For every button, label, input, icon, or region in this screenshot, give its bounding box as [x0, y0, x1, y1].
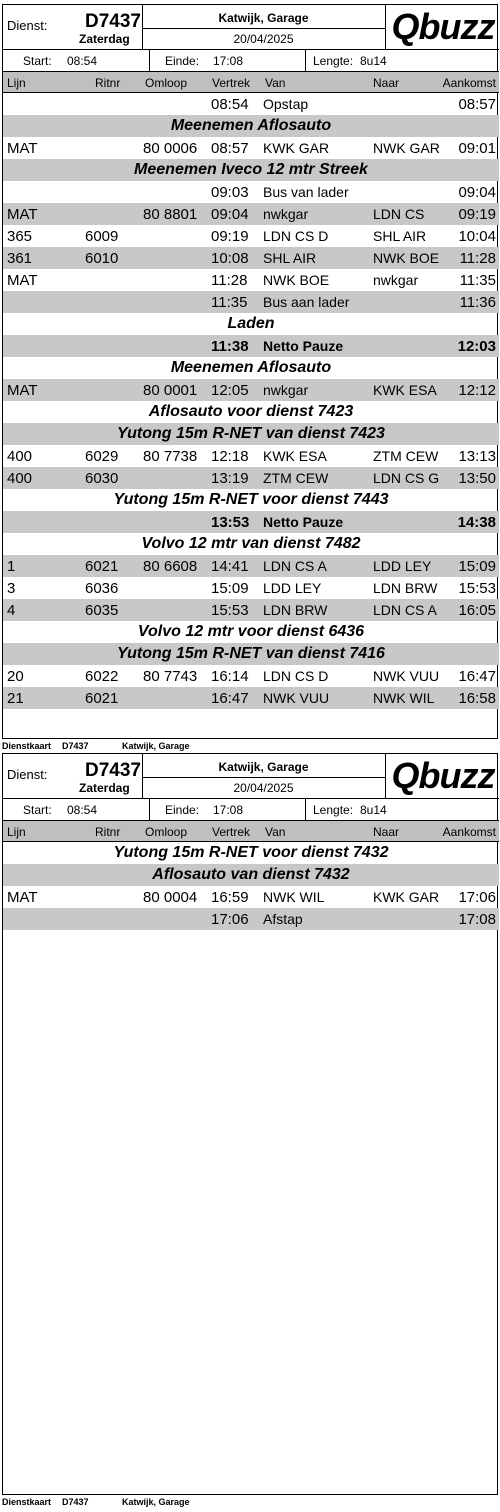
section-heading — [3, 842, 499, 864]
end-value: 17:08 — [213, 803, 244, 817]
section-heading-text: Volvo 12 mtr voor dienst 6436 — [137, 623, 365, 640]
divider — [305, 50, 306, 72]
cell-lijn: MAT — [7, 272, 38, 289]
cell-lijn: MAT — [7, 206, 38, 223]
cell-aankomst: 11:35 — [459, 272, 496, 289]
cell-ritnr: 6030 — [85, 470, 119, 487]
cell-van: LDN CS D — [263, 668, 329, 684]
section-heading-text: Yutong 15m R-NET van dienst 7416 — [117, 645, 385, 662]
cell-lijn: MAT — [7, 382, 38, 399]
cell-vertrek: 13:19 — [211, 470, 249, 487]
cell-lijn: 21 — [7, 690, 24, 707]
trip-row — [3, 467, 499, 489]
cell-vertrek: 15:09 — [211, 580, 249, 597]
footer-label: Dienstkaart — [2, 741, 52, 751]
cell-vertrek: 14:41 — [211, 558, 249, 575]
cell-ritnr: 6009 — [85, 228, 119, 245]
date: 20/04/2025 — [233, 32, 294, 46]
length-value: 8u14 — [360, 54, 387, 68]
cell-naar: LDD LEY — [373, 558, 432, 574]
trip-row — [3, 247, 499, 269]
cell-vertrek: 10:08 — [211, 250, 249, 267]
cell-vertrek: 08:57 — [211, 140, 249, 157]
cell-naar: NWK GAR — [373, 140, 440, 156]
footer-location: Katwijk, Garage — [122, 741, 190, 751]
start-value: 08:54 — [67, 54, 98, 68]
cell-naar: LDN CS — [373, 206, 425, 222]
dienst-label: Dienst: — [7, 18, 48, 33]
section-heading-text: Volvo 12 mtr van dienst 7482 — [141, 535, 361, 552]
length-label: Lengte: — [313, 803, 354, 817]
section-heading-text: Laden — [227, 315, 275, 332]
cell-omloop: 80 6608 — [143, 558, 198, 575]
end-label: Einde: — [165, 54, 200, 68]
section-heading — [3, 864, 499, 886]
divider — [142, 777, 385, 778]
trip-row — [3, 445, 499, 467]
cell-lijn: 361 — [7, 250, 33, 267]
dienstkaart-card — [2, 4, 498, 739]
trip-row — [3, 203, 499, 225]
section-heading — [3, 159, 499, 181]
qbuzz-logo: Qbuzz — [391, 6, 495, 47]
trip-row — [3, 665, 499, 687]
dienst-day: Zaterdag — [79, 32, 130, 46]
cell-vertrek: 08:54 — [211, 96, 249, 113]
cell-vertrek: 09:19 — [211, 228, 249, 245]
cell-vertrek: 12:18 — [211, 448, 249, 465]
start-label: Start: — [23, 803, 52, 817]
col-aankomst: Aankomst — [442, 76, 496, 90]
cell-aankomst: 10:04 — [458, 228, 496, 245]
cell-aankomst: 12:12 — [458, 382, 496, 399]
end-value: 17:08 — [213, 54, 244, 68]
cell-vertrek: 12:05 — [211, 382, 249, 399]
trip-row — [3, 379, 499, 401]
cell-ritnr: 6035 — [85, 602, 119, 619]
cell-aankomst: 17:08 — [458, 911, 496, 928]
cell-vertrek: 13:53 — [211, 514, 250, 531]
cell-aankomst: 16:47 — [458, 668, 496, 685]
trip-row — [3, 687, 499, 709]
section-heading-text: Yutong 15m R-NET voor dienst 7443 — [113, 491, 389, 508]
section-heading-text: Yutong 15m R-NET voor dienst 7432 — [113, 844, 389, 861]
cell-lijn: 365 — [7, 228, 33, 245]
section-heading-text: Meenemen Aflosauto — [170, 359, 332, 376]
dienstkaart-page-1 — [2, 4, 498, 739]
length-value: 8u14 — [360, 803, 387, 817]
cell-omloop: 80 0006 — [143, 140, 198, 157]
cell-aankomst: 15:53 — [458, 580, 496, 597]
cell-ritnr: 6022 — [85, 668, 119, 685]
cell-van: ZTM CEW — [263, 470, 329, 486]
page-footer — [2, 741, 498, 753]
shift-info-bar — [3, 50, 499, 72]
trip-row — [3, 555, 499, 577]
cell-van: KWK GAR — [263, 140, 330, 156]
cell-vertrek: 16:47 — [211, 690, 249, 707]
cell-aankomst: 08:57 — [458, 96, 496, 113]
divider — [149, 50, 150, 72]
footer-dienst: D7437 — [62, 1497, 89, 1507]
card-header — [3, 754, 499, 799]
col-lijn: Lijn — [7, 825, 26, 839]
cell-naar: KWK GAR — [373, 889, 440, 905]
cell-van: Afstap — [263, 911, 303, 927]
divider — [305, 799, 306, 821]
cell-aankomst: 16:05 — [458, 602, 496, 619]
cell-aankomst: 14:38 — [457, 514, 496, 531]
cell-van: NWK WIL — [263, 889, 325, 905]
cell-van: nwkgar — [263, 206, 309, 222]
cell-van: Bus van lader — [263, 184, 349, 200]
schedule-rows — [3, 93, 499, 709]
cell-vertrek: 11:28 — [211, 272, 248, 289]
cell-aankomst: 13:50 — [458, 470, 496, 487]
cell-naar: nwkgar — [373, 272, 419, 288]
section-heading — [3, 313, 499, 335]
cell-naar: SHL AIR — [373, 228, 427, 244]
cell-omloop: 80 0004 — [143, 889, 198, 906]
section-heading — [3, 423, 499, 445]
length-label: Lengte: — [313, 54, 354, 68]
cell-lijn: MAT — [7, 889, 38, 906]
cell-omloop: 80 8801 — [143, 206, 198, 223]
trip-row — [3, 577, 499, 599]
section-heading-text: Meenemen Aflosauto — [170, 117, 332, 134]
cell-vertrek: 11:35 — [211, 294, 248, 311]
section-heading-text: Yutong 15m R-NET van dienst 7423 — [117, 425, 385, 442]
cell-van: KWK ESA — [263, 448, 327, 464]
trip-row — [3, 181, 499, 203]
break-row — [3, 335, 499, 357]
col-van: Van — [265, 76, 286, 90]
location: Katwijk, Garage — [218, 11, 309, 25]
trip-row — [3, 225, 499, 247]
card-header — [3, 5, 499, 50]
qbuzz-logo: Qbuzz — [391, 755, 495, 796]
cell-naar: NWK WIL — [373, 690, 435, 706]
trip-row — [3, 93, 499, 115]
cell-ritnr: 6021 — [85, 558, 119, 575]
cell-naar: LDN CS A — [373, 602, 437, 618]
cell-vertrek: 15:53 — [211, 602, 249, 619]
dienst-day: Zaterdag — [79, 781, 130, 795]
cell-naar: ZTM CEW — [373, 448, 439, 464]
end-label: Einde: — [165, 803, 200, 817]
cell-van: Netto Pauze — [263, 514, 344, 530]
location: Katwijk, Garage — [218, 760, 309, 774]
shift-info-bar — [3, 799, 499, 821]
cell-vertrek: 16:14 — [211, 668, 249, 685]
section-heading-text: Aflosauto van dienst 7432 — [152, 866, 350, 883]
cell-lijn: 20 — [7, 668, 24, 685]
cell-van: LDN BRW — [263, 602, 328, 618]
cell-omloop: 80 0001 — [143, 382, 198, 399]
column-header-row — [3, 72, 499, 93]
cell-van: Netto Pauze — [263, 338, 344, 354]
divider — [385, 5, 386, 50]
cell-van: NWK BOE — [263, 272, 330, 288]
date: 20/04/2025 — [233, 781, 294, 795]
section-heading — [3, 621, 499, 643]
col-lijn: Lijn — [7, 76, 26, 90]
cell-vertrek: 11:38 — [211, 338, 249, 355]
cell-lijn: 400 — [7, 448, 33, 465]
trip-row — [3, 599, 499, 621]
column-header-row — [3, 821, 499, 842]
dienst-label: Dienst: — [7, 767, 48, 782]
cell-aankomst: 09:04 — [458, 184, 496, 201]
section-heading — [3, 489, 499, 511]
cell-vertrek: 17:06 — [211, 911, 249, 928]
trip-row — [3, 908, 499, 930]
section-heading-text: Meenemen Iveco 12 mtr Streek — [134, 161, 368, 178]
cell-aankomst: 11:28 — [459, 250, 496, 267]
cell-van: LDN CS D — [263, 228, 329, 244]
footer-location: Katwijk, Garage — [122, 1497, 190, 1507]
divider — [142, 28, 385, 29]
section-heading — [3, 643, 499, 665]
cell-van: nwkgar — [263, 382, 309, 398]
cell-ritnr: 6010 — [85, 250, 119, 267]
cell-naar: KWK ESA — [373, 382, 437, 398]
cell-omloop: 80 7743 — [143, 668, 198, 685]
cell-aankomst: 12:03 — [457, 338, 496, 355]
cell-omloop: 80 7738 — [143, 448, 198, 465]
section-heading-text: Aflosauto voor dienst 7423 — [148, 403, 354, 420]
footer-dienst: D7437 — [62, 741, 89, 751]
section-heading — [3, 533, 499, 555]
cell-aankomst: 17:06 — [458, 889, 496, 906]
dienstkaart-card — [2, 753, 498, 1495]
col-naar: Naar — [373, 825, 400, 839]
col-van: Van — [265, 825, 286, 839]
cell-aankomst: 11:36 — [459, 294, 496, 311]
col-aankomst: Aankomst — [442, 825, 496, 839]
cell-ritnr: 6029 — [85, 448, 119, 465]
cell-van: LDD LEY — [263, 580, 322, 596]
col-vertrek: Vertrek — [212, 825, 251, 839]
section-heading — [3, 357, 499, 379]
dienstkaart-page-2 — [2, 753, 498, 1495]
cell-van: Bus aan lader — [263, 294, 350, 310]
col-naar: Naar — [373, 76, 400, 90]
cell-van: LDN CS A — [263, 558, 327, 574]
section-heading — [3, 115, 499, 137]
cell-aankomst: 16:58 — [458, 690, 496, 707]
start-value: 08:54 — [67, 803, 98, 817]
col-ritnr: Ritnr — [95, 825, 121, 839]
dienst-number: D7437 — [85, 760, 141, 781]
trip-row — [3, 291, 499, 313]
cell-vertrek: 09:03 — [211, 184, 249, 201]
cell-aankomst: 15:09 — [458, 558, 496, 575]
trip-row — [3, 137, 499, 159]
footer-label: Dienstkaart — [2, 1497, 52, 1507]
col-omloop: Omloop — [145, 76, 188, 90]
cell-van: NWK VUU — [263, 690, 330, 706]
cell-vertrek: 09:04 — [211, 206, 249, 223]
cell-lijn: 400 — [7, 470, 33, 487]
cell-ritnr: 6021 — [85, 690, 119, 707]
cell-lijn: 1 — [7, 558, 16, 575]
cell-lijn: 3 — [7, 580, 16, 597]
dienst-number: D7437 — [85, 11, 141, 32]
cell-van: SHL AIR — [263, 250, 317, 266]
cell-lijn: 4 — [7, 602, 16, 619]
start-label: Start: — [23, 54, 52, 68]
cell-naar: LDN BRW — [373, 580, 438, 596]
col-ritnr: Ritnr — [95, 76, 121, 90]
page-footer — [2, 1497, 498, 1509]
section-heading — [3, 401, 499, 423]
cell-vertrek: 16:59 — [211, 889, 249, 906]
cell-van: Opstap — [263, 96, 309, 112]
trip-row — [3, 886, 499, 908]
cell-lijn: MAT — [7, 140, 38, 157]
col-vertrek: Vertrek — [212, 76, 251, 90]
cell-aankomst: 13:13 — [458, 448, 496, 465]
break-row — [3, 511, 499, 533]
cell-naar: LDN CS G — [373, 470, 440, 486]
trip-row — [3, 269, 499, 291]
cell-aankomst: 09:01 — [458, 140, 496, 157]
col-omloop: Omloop — [145, 825, 188, 839]
divider — [149, 799, 150, 821]
cell-aankomst: 09:19 — [458, 206, 496, 223]
schedule-rows — [3, 842, 499, 930]
cell-naar: NWK BOE — [373, 250, 440, 266]
divider — [385, 754, 386, 799]
cell-ritnr: 6036 — [85, 580, 119, 597]
cell-naar: NWK VUU — [373, 668, 440, 684]
